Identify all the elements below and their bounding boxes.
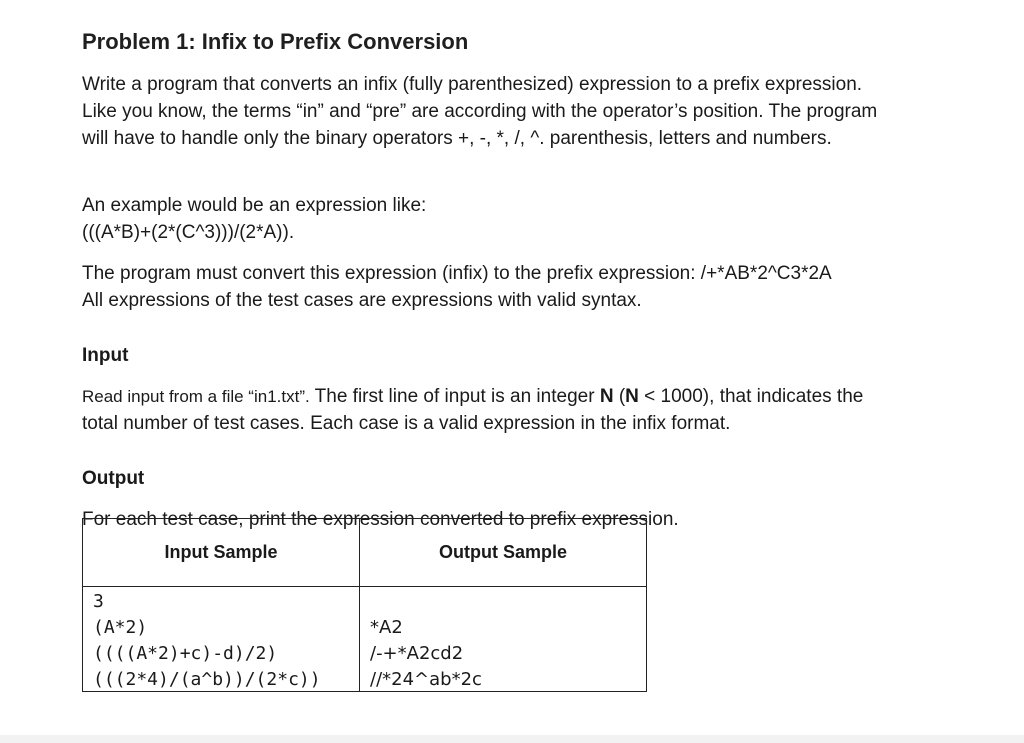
input-sample-line: (A*2)	[93, 617, 148, 638]
example-expression: (((A*B)+(2*(C^3)))/(2*A)).	[82, 222, 295, 243]
samples-body-row	[83, 587, 647, 692]
output-sample-header: Output Sample	[360, 519, 647, 587]
input-sample-lines	[83, 587, 359, 691]
input-sample-cell	[83, 587, 360, 692]
input-text-b: The first line of input is an integer	[309, 386, 600, 407]
input-line-2: total number of test cases. Each case is a valid expression in the infix format.	[82, 413, 731, 434]
output-paragraph: For each test case, print the expression converted to prefix expression.	[82, 509, 679, 530]
input-n-bold: N	[599, 386, 614, 407]
output-heading: Output	[82, 468, 145, 489]
conversion-line-1: The program must convert this expression (infix) to the prefix expression: /+*AB*2^C3*2A	[82, 263, 832, 284]
input-n-bold-2: N	[625, 386, 639, 407]
output-sample-cell	[360, 587, 647, 692]
output-sample-line: /-+*A2cd2	[370, 643, 464, 664]
input-file-text: Read input from a file “in1.txt”.	[82, 387, 310, 406]
input-text-c: (	[613, 386, 626, 407]
input-paragraph	[82, 383, 863, 437]
samples-header-row	[83, 519, 647, 587]
document-page	[82, 26, 962, 690]
input-sample-line: 3	[93, 591, 104, 612]
output-sample-lines	[360, 587, 646, 691]
intro-line-1: Write a program that converts an infix (fully parenthesized) expression to a prefix expression.	[82, 74, 863, 95]
example-paragraph	[82, 192, 426, 246]
intro-line-3: will have to handle only the binary operators +, -, *, /, ^. parenthesis, letters and numbers.	[82, 128, 832, 149]
intro-paragraph	[82, 71, 877, 152]
input-heading: Input	[82, 345, 129, 366]
output-sample-line	[370, 589, 646, 615]
example-line-1: An example would be an expression like:	[82, 195, 427, 216]
problem-title: Problem 1: Infix to Prefix Conversion	[82, 29, 469, 54]
conversion-line-2: All expressions of the test cases are expressions with valid syntax.	[82, 290, 642, 311]
samples-table	[82, 518, 647, 692]
output-sample-line: //*24^ab*2c	[370, 669, 482, 690]
output-sample-line: *A2	[370, 617, 403, 638]
input-line-1	[82, 383, 863, 410]
conversion-paragraph	[82, 260, 832, 314]
input-sample-line: (((2*4)/(a^b))/(2*c))	[93, 669, 321, 690]
input-sample-line: ((((A*2)+c)-d)/2)	[93, 643, 278, 664]
input-text-d: < 1000), that indicates the	[638, 386, 864, 407]
page-bottom-edge	[0, 735, 1024, 743]
input-sample-header: Input Sample	[83, 519, 360, 587]
intro-line-2: Like you know, the terms “in” and “pre” are according with the operator’s position. The program	[82, 101, 878, 122]
